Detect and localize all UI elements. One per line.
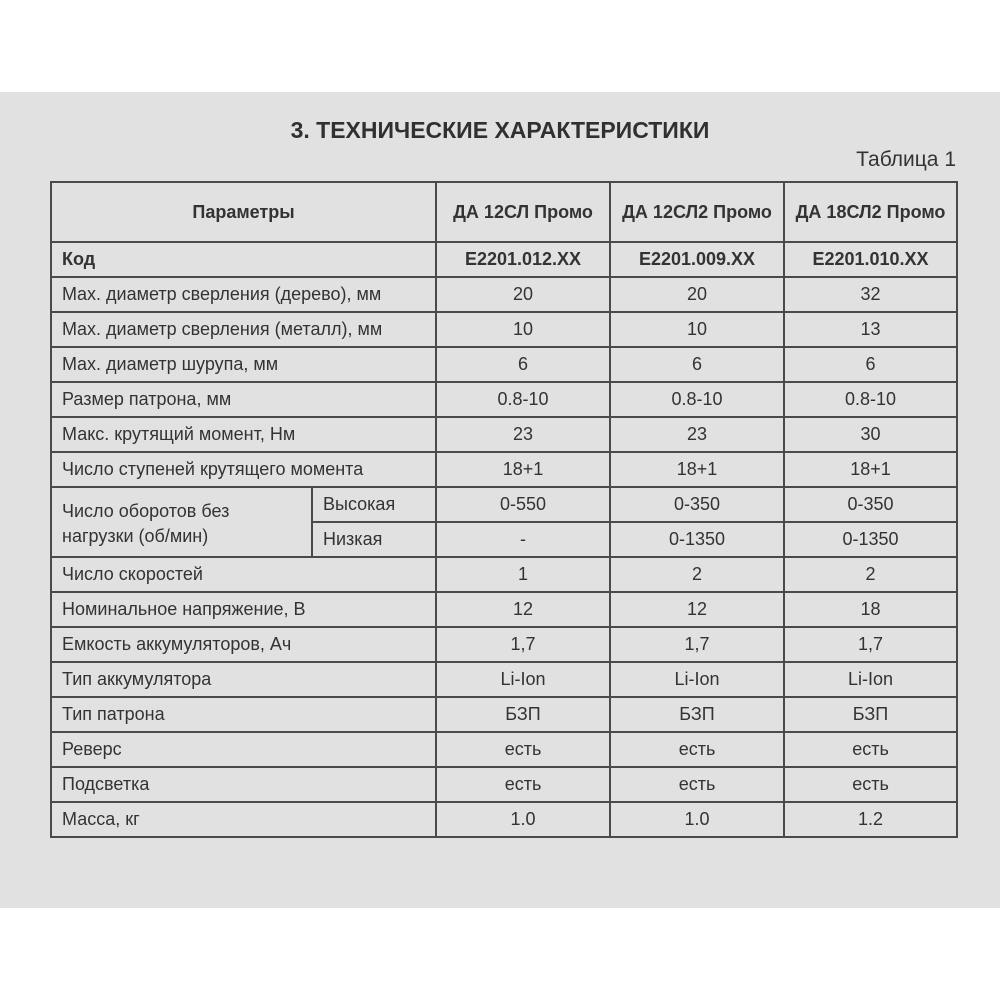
value-cell: 0-350	[610, 487, 784, 522]
value-cell: 0.8-10	[610, 382, 784, 417]
value-cell: 0.8-10	[784, 382, 957, 417]
rpm-sublabel-low: Низкая	[312, 522, 436, 557]
value-cell: 23	[436, 417, 610, 452]
row-label: Емкость аккумуляторов, Ач	[51, 627, 436, 662]
table-header-row	[51, 182, 957, 242]
value-cell: Li-Ion	[436, 662, 610, 697]
value-cell: 1,7	[784, 627, 957, 662]
row-label: Номинальное напряжение, В	[51, 592, 436, 627]
value-cell: E2201.010.XX	[784, 242, 957, 277]
table-row	[51, 697, 957, 732]
section-title: 3. ТЕХНИЧЕСКИЕ ХАРАКТЕРИСТИКИ	[290, 117, 710, 143]
row-label: Max. диаметр сверления (металл), мм	[51, 312, 436, 347]
value-cell: 1.0	[610, 802, 784, 837]
table-row	[51, 557, 957, 592]
table-row	[51, 417, 957, 452]
table-row	[51, 242, 957, 277]
table-row	[51, 732, 957, 767]
row-label: Макс. крутящий момент, Нм	[51, 417, 436, 452]
value-cell: 23	[610, 417, 784, 452]
header-parameters: Параметры	[51, 182, 436, 242]
value-cell: 1,7	[610, 627, 784, 662]
value-cell: есть	[784, 767, 957, 802]
value-cell: E2201.009.XX	[610, 242, 784, 277]
value-cell: есть	[436, 732, 610, 767]
value-cell: 6	[610, 347, 784, 382]
value-cell: БЗП	[610, 697, 784, 732]
row-label: Тип патрона	[51, 697, 436, 732]
value-cell: 1	[436, 557, 610, 592]
table-caption: Таблица 1	[856, 148, 956, 171]
value-cell: 1.0	[436, 802, 610, 837]
value-cell: Li-Ion	[610, 662, 784, 697]
value-cell: 18+1	[610, 452, 784, 487]
value-cell: 1,7	[436, 627, 610, 662]
table-row	[51, 312, 957, 347]
value-cell: БЗП	[784, 697, 957, 732]
value-cell: 0-350	[784, 487, 957, 522]
table-row	[51, 767, 957, 802]
value-cell: 13	[784, 312, 957, 347]
value-cell: Li-Ion	[784, 662, 957, 697]
row-label: Код	[51, 242, 436, 277]
row-label: Число ступеней крутящего момента	[51, 452, 436, 487]
table-row	[51, 382, 957, 417]
value-cell: 2	[610, 557, 784, 592]
row-label: Размер патрона, мм	[51, 382, 436, 417]
rpm-sublabel-high: Высокая	[312, 487, 436, 522]
row-label: Подсветка	[51, 767, 436, 802]
table-row	[51, 347, 957, 382]
table-row-rpm-high	[51, 487, 957, 522]
row-label: Число скоростей	[51, 557, 436, 592]
rpm-label: Число оборотов без нагрузки (об/мин)	[51, 487, 312, 557]
header-model: ДА 12СЛ Промо	[436, 182, 610, 242]
value-cell: 0.8-10	[436, 382, 610, 417]
table-row	[51, 662, 957, 697]
value-cell: 30	[784, 417, 957, 452]
value-cell: 6	[784, 347, 957, 382]
row-label: Реверс	[51, 732, 436, 767]
value-cell: есть	[610, 732, 784, 767]
table-row	[51, 452, 957, 487]
value-cell: 20	[436, 277, 610, 312]
value-cell: 1.2	[784, 802, 957, 837]
table-row	[51, 592, 957, 627]
value-cell: 18	[784, 592, 957, 627]
header-model: ДА 18СЛ2 Промо	[784, 182, 957, 242]
value-cell: есть	[784, 732, 957, 767]
specifications-table	[50, 181, 958, 838]
value-cell: БЗП	[436, 697, 610, 732]
row-label: Max. диаметр сверления (дерево), мм	[51, 277, 436, 312]
value-cell: 0-550	[436, 487, 610, 522]
value-cell: 18+1	[784, 452, 957, 487]
value-cell: 0-1350	[610, 522, 784, 557]
value-cell: 10	[610, 312, 784, 347]
value-cell: есть	[610, 767, 784, 802]
value-cell: 6	[436, 347, 610, 382]
value-cell: 20	[610, 277, 784, 312]
value-cell: 0-1350	[784, 522, 957, 557]
value-cell: -	[436, 522, 610, 557]
table-row	[51, 277, 957, 312]
header-model: ДА 12СЛ2 Промо	[610, 182, 784, 242]
table-row	[51, 802, 957, 837]
row-label: Max. диаметр шурупа, мм	[51, 347, 436, 382]
value-cell: 32	[784, 277, 957, 312]
value-cell: E2201.012.XX	[436, 242, 610, 277]
row-label: Тип аккумулятора	[51, 662, 436, 697]
value-cell: 18+1	[436, 452, 610, 487]
value-cell: 12	[610, 592, 784, 627]
value-cell: 10	[436, 312, 610, 347]
value-cell: 2	[784, 557, 957, 592]
value-cell: есть	[436, 767, 610, 802]
row-label: Масса, кг	[51, 802, 436, 837]
table-row	[51, 627, 957, 662]
value-cell: 12	[436, 592, 610, 627]
